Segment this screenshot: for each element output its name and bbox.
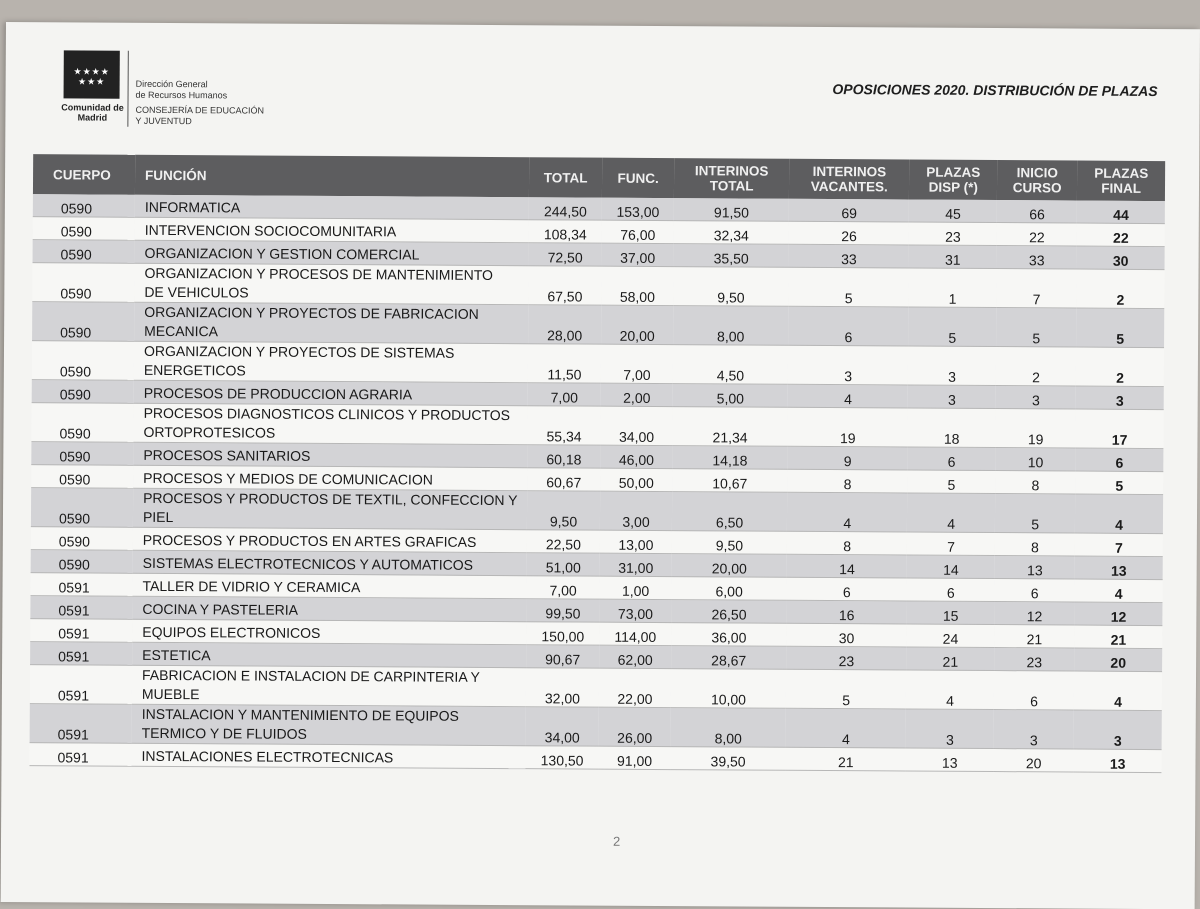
cell-interinos-total: 36,00 (671, 623, 786, 647)
cell-plazas-final: 13 (1075, 556, 1163, 580)
cell-total: 99,50 (526, 599, 599, 622)
cell-funcion (132, 665, 526, 706)
cell-inicio-curso: 19 (995, 409, 1075, 448)
funcion-line-1: INSTALACION Y MANTENIMIENTO DE EQUIPOS (141, 705, 459, 724)
cell-plazas-final: 7 (1075, 533, 1163, 557)
cell-plazas-final: 3 (1074, 710, 1162, 750)
cell-plazas-final: 12 (1075, 602, 1163, 626)
cell-interinos-total: 20,00 (672, 554, 787, 578)
cell-funcion (132, 704, 526, 745)
cell-plazas-final: 5 (1076, 308, 1164, 348)
cell-inicio-curso: 20 (994, 749, 1074, 772)
cell-cuerpo: 0590 (31, 442, 133, 466)
table-row (31, 488, 1163, 534)
cell-plazas-disp: 31 (909, 245, 997, 269)
plazas-table (29, 154, 1165, 773)
table-row (30, 704, 1162, 750)
cell-inicio-curso: 13 (995, 556, 1075, 579)
cell-cuerpo: 0590 (32, 263, 134, 303)
cell-funcion (133, 403, 527, 444)
cell-func: 50,00 (600, 468, 672, 491)
cell-total: 60,67 (527, 468, 600, 491)
cell-funcion (134, 380, 528, 405)
cell-total: 244,50 (529, 197, 602, 220)
cell-cuerpo: 0590 (31, 403, 133, 443)
funcion-line-2: DE VEHICULOS (144, 283, 249, 301)
cell-funcion (133, 488, 527, 529)
table-body (29, 194, 1164, 772)
logo-divider (127, 51, 128, 127)
cell-total: 32,00 (526, 668, 599, 707)
cell-interinos-vacantes: 8 (787, 531, 907, 555)
cell-funcion (132, 596, 526, 621)
funcion-line-1: SISTEMAS ELECTROTECNICOS Y AUTOMATICOS (142, 554, 474, 573)
cell-interinos-vacantes: 26 (789, 221, 909, 245)
funcion-line-2: PIEL (142, 508, 174, 526)
cell-func: 31,00 (600, 553, 672, 576)
cell-total: 72,50 (529, 243, 602, 266)
col-inicio-curso (997, 160, 1077, 200)
funcion-line-1: COCINA Y PASTELERIA (142, 600, 299, 618)
cell-interinos-vacantes: 8 (787, 469, 907, 493)
funcion-line-1: ORGANIZACION Y GESTION COMERCIAL (144, 244, 420, 263)
cell-plazas-disp: 3 (908, 346, 996, 386)
cell-func: 76,00 (602, 220, 674, 243)
table-row (30, 665, 1162, 711)
cell-cuerpo: 0590 (32, 341, 134, 381)
cell-interinos-total: 14,18 (672, 446, 787, 470)
col-interinos-total-l1: INTERINOS (694, 163, 769, 179)
col-plazas-disp-l2: DISP (*) (928, 179, 978, 195)
cell-total: 108,34 (529, 220, 602, 243)
cell-inicio-curso: 5 (996, 308, 1076, 347)
cell-funcion (135, 217, 529, 242)
cell-func: 153,00 (602, 198, 674, 221)
table-row (32, 263, 1164, 309)
cell-plazas-final: 20 (1074, 648, 1162, 672)
funcion-line-1: ORGANIZACION Y PROYECTOS DE SISTEMAS (143, 342, 455, 361)
consejeria-line-2: Y JUVENTUD (135, 115, 192, 127)
cell-interinos-vacantes: 3 (788, 345, 908, 385)
cell-inicio-curso: 33 (997, 246, 1077, 269)
cell-funcion (133, 527, 527, 552)
cell-plazas-disp: 18 (908, 408, 996, 448)
funcion-line-1: TALLER DE VIDRIO Y CERAMICA (142, 577, 361, 596)
cell-interinos-total: 26,50 (671, 600, 786, 624)
cell-cuerpo: 0591 (30, 619, 132, 643)
dept-line-2: de Recursos Humanos (135, 89, 228, 101)
cell-total: 51,00 (527, 553, 600, 576)
funcion-line-2: ORTOPROTESICOS (143, 423, 276, 441)
cell-plazas-final: 17 (1076, 409, 1164, 449)
funcion-line-1: ORGANIZACION Y PROYECTOS DE FABRICACION (144, 303, 479, 322)
cell-interinos-vacantes: 69 (789, 199, 909, 222)
col-cuerpo: CUERPO (33, 154, 135, 195)
cell-cuerpo: 0590 (31, 488, 133, 528)
funcion-line-1: ESTETICA (142, 646, 211, 664)
consejeria (135, 105, 264, 128)
col-interinos-vacantes (789, 159, 909, 200)
cell-plazas-disp: 6 (908, 447, 996, 471)
cell-funcion (133, 465, 527, 490)
cell-interinos-vacantes: 33 (789, 244, 909, 268)
cell-interinos-vacantes: 19 (788, 407, 908, 447)
cell-plazas-disp: 13 (906, 748, 994, 772)
cell-funcion (133, 442, 527, 467)
cell-inicio-curso: 23 (994, 648, 1074, 671)
cell-plazas-final: 13 (1074, 749, 1162, 773)
cell-total: 7,00 (526, 576, 599, 599)
cell-total: 9,50 (527, 491, 600, 530)
cell-plazas-disp: 14 (907, 555, 995, 579)
cell-interinos-total: 5,00 (673, 384, 788, 408)
col-total: TOTAL (529, 157, 602, 197)
funcion-line-2: MECANICA (144, 322, 219, 340)
cell-inicio-curso: 7 (996, 269, 1076, 308)
cell-cuerpo: 0591 (29, 743, 131, 767)
col-interinos-vacantes-l2: VACANTES. (810, 178, 888, 195)
cell-funcion (132, 573, 526, 598)
cell-plazas-disp: 23 (909, 222, 997, 246)
cell-func: 13,00 (600, 530, 672, 553)
cell-total: 11,50 (528, 344, 601, 383)
cell-total: 22,50 (527, 530, 600, 553)
funcion-line-1: FABRICACION E INSTALACION DE CARPINTERIA Y (141, 666, 480, 685)
logo-org-name: Comunidad de Madrid (61, 102, 124, 123)
direccion-general (136, 79, 228, 102)
cell-plazas-final: 5 (1075, 471, 1163, 495)
cell-plazas-disp: 5 (908, 307, 996, 347)
cell-plazas-final: 6 (1076, 448, 1164, 472)
cell-cuerpo: 0590 (33, 217, 135, 241)
cell-cuerpo: 0591 (30, 596, 132, 620)
cell-func: 26,00 (599, 707, 671, 746)
cell-interinos-total: 9,50 (672, 531, 787, 555)
cell-cuerpo: 0590 (33, 194, 135, 217)
dept-line-1: Dirección General (135, 78, 208, 90)
cell-plazas-final: 4 (1075, 579, 1163, 603)
page-number: 2 (612, 833, 621, 849)
col-plazas-disp (909, 160, 997, 201)
cell-inicio-curso: 12 (994, 602, 1074, 625)
cell-interinos-total: 6,00 (671, 577, 786, 601)
cell-plazas-final: 4 (1075, 494, 1163, 534)
funcion-line-2: TERMICO Y DE FLUIDOS (141, 724, 307, 742)
cell-funcion (132, 619, 526, 644)
cell-interinos-total: 91,50 (674, 198, 789, 221)
cell-plazas-final: 30 (1077, 246, 1165, 270)
cell-func: 62,00 (599, 645, 671, 668)
funcion-line-1: INSTALACIONES ELECTROTECNICAS (141, 747, 394, 766)
cell-inicio-curso: 66 (997, 200, 1077, 223)
cell-inicio-curso: 2 (996, 347, 1076, 386)
col-interinos-total-l2: TOTAL (709, 178, 754, 194)
table-header (33, 154, 1165, 201)
col-inicio-curso-l2: CURSO (1012, 180, 1062, 196)
cell-interinos-vacantes: 23 (786, 646, 906, 670)
cell-total: 55,34 (527, 406, 600, 445)
funcion-line-2: ENERGETICOS (143, 361, 246, 379)
funcion-line-1: INTERVENCION SOCIOCOMUNITARIA (144, 221, 397, 240)
cell-funcion (134, 302, 528, 343)
cell-funcion (134, 341, 528, 382)
funcion-line-2: MUEBLE (141, 685, 200, 703)
cell-interinos-total: 9,50 (673, 267, 788, 307)
cell-plazas-disp: 4 (906, 670, 994, 710)
cell-interinos-total: 10,67 (672, 469, 787, 493)
funcion-line-1: PROCESOS Y PRODUCTOS DE TEXTIL, CONFECCION Y (143, 489, 518, 509)
cell-inicio-curso: 5 (995, 494, 1075, 533)
cell-total: 28,00 (528, 305, 601, 344)
cell-plazas-disp: 45 (909, 200, 997, 223)
cell-interinos-vacantes: 16 (787, 600, 907, 624)
cell-cuerpo: 0591 (30, 573, 132, 597)
col-interinos-total (674, 158, 789, 199)
funcion-line-1: EQUIPOS ELECTRONICOS (142, 623, 321, 641)
cell-func: 73,00 (600, 599, 672, 622)
cell-func: 34,00 (601, 406, 673, 445)
cell-interinos-vacantes: 9 (788, 446, 908, 470)
cell-total: 60,18 (527, 445, 600, 468)
cell-plazas-disp: 15 (907, 601, 995, 625)
cell-plazas-final: 22 (1077, 223, 1165, 247)
cell-interinos-vacantes: 6 (788, 306, 908, 346)
cell-interinos-total: 4,50 (673, 345, 788, 385)
cell-interinos-total: 10,00 (671, 669, 786, 709)
col-inicio-curso-l1: INICIO (1016, 165, 1058, 181)
funcion-line-1: PROCESOS Y MEDIOS DE COMUNICACION (143, 469, 433, 488)
funcion-line-1: PROCESOS Y PRODUCTOS EN ARTES GRAFICAS (142, 531, 477, 550)
cell-func: 91,00 (599, 746, 671, 769)
cell-inicio-curso: 8 (995, 471, 1075, 494)
cell-plazas-disp: 7 (907, 532, 995, 556)
cell-funcion (135, 240, 529, 265)
cell-total: 150,00 (526, 622, 599, 645)
cell-cuerpo: 0590 (31, 465, 133, 489)
col-funcion: FUNCIÓN (135, 155, 529, 197)
col-interinos-vacantes-l1: INTERINOS (812, 163, 887, 180)
cell-total: 7,00 (528, 383, 601, 406)
cell-plazas-final: 2 (1077, 269, 1165, 309)
funcion-line-1: ORGANIZACION Y PROCESOS DE MANTENIMIENTO (144, 264, 494, 283)
document-page (1, 22, 1200, 909)
cell-plazas-disp: 5 (908, 470, 996, 494)
cell-func: 46,00 (600, 445, 672, 468)
comunidad-madrid-logo (64, 50, 120, 98)
cell-funcion (135, 195, 529, 220)
cell-func: 58,00 (601, 266, 673, 305)
cell-inicio-curso: 6 (994, 671, 1074, 710)
cell-func: 1,00 (600, 576, 672, 599)
cell-interinos-total: 35,50 (674, 244, 789, 268)
cell-funcion (132, 642, 526, 667)
cell-interinos-vacantes: 4 (786, 708, 906, 748)
cell-interinos-vacantes: 5 (786, 669, 906, 709)
cell-interinos-total: 8,00 (671, 708, 786, 748)
stars-icon: ★★★★ ★★★ (73, 66, 110, 87)
cell-interinos-total: 21,34 (672, 407, 787, 447)
cell-func: 114,00 (599, 622, 671, 645)
cell-interinos-vacantes: 4 (787, 492, 907, 532)
funcion-line-1: PROCESOS DE PRODUCCION AGRARIA (143, 384, 413, 403)
cell-inicio-curso: 10 (995, 448, 1075, 471)
col-plazas-final-l2: FINAL (1101, 180, 1142, 196)
table-row (32, 302, 1164, 348)
cell-plazas-disp: 3 (908, 385, 996, 409)
cell-cuerpo: 0590 (32, 380, 134, 404)
consejeria-line-1: CONSEJERÍA DE EDUCACIÓN (135, 104, 265, 116)
cell-inicio-curso: 3 (994, 710, 1074, 749)
cell-plazas-disp: 6 (907, 578, 995, 602)
table-row (31, 403, 1163, 449)
cell-interinos-total: 28,67 (671, 646, 786, 670)
cell-inicio-curso: 3 (996, 386, 1076, 409)
col-plazas-final (1077, 161, 1165, 202)
cell-func: 3,00 (600, 491, 672, 530)
col-plazas-final-l1: PLAZAS (1094, 165, 1149, 181)
funcion-line-1: INFORMATICA (144, 198, 241, 216)
cell-total: 90,67 (526, 645, 599, 668)
cell-cuerpo: 0591 (30, 704, 132, 744)
cell-plazas-disp: 4 (907, 493, 995, 533)
cell-plazas-disp: 1 (909, 268, 997, 308)
cell-plazas-final: 3 (1076, 386, 1164, 410)
cell-inicio-curso: 22 (997, 223, 1077, 246)
cell-cuerpo: 0591 (30, 665, 132, 705)
document-title: OPOSICIONES 2020. DISTRIBUCIÓN DE PLAZAS (832, 81, 1158, 100)
cell-interinos-total: 39,50 (670, 747, 785, 771)
cell-interinos-total: 8,00 (673, 306, 788, 346)
cell-funcion (133, 550, 527, 575)
cell-plazas-final: 4 (1074, 671, 1162, 711)
cell-interinos-vacantes: 14 (787, 554, 907, 578)
funcion-line-1: PROCESOS DIAGNOSTICOS CLINICOS Y PRODUCTOS (143, 404, 511, 424)
cell-interinos-vacantes: 21 (786, 747, 906, 771)
cell-inicio-curso: 8 (995, 533, 1075, 556)
cell-cuerpo: 0590 (33, 240, 135, 264)
cell-plazas-final: 21 (1075, 625, 1163, 649)
cell-plazas-disp: 24 (907, 624, 995, 648)
cell-total: 34,00 (526, 707, 599, 746)
col-func: FUNC. (602, 158, 674, 198)
cell-cuerpo: 0591 (30, 642, 132, 666)
cell-funcion (131, 743, 525, 768)
cell-func: 7,00 (601, 344, 673, 383)
cell-interinos-vacantes: 30 (786, 623, 906, 647)
cell-func: 22,00 (599, 668, 671, 707)
cell-interinos-vacantes: 4 (788, 384, 908, 408)
cell-func: 2,00 (601, 383, 673, 406)
cell-cuerpo: 0590 (32, 302, 134, 342)
cell-interinos-total: 32,34 (674, 221, 789, 245)
cell-funcion (134, 263, 528, 304)
cell-inicio-curso: 21 (994, 625, 1074, 648)
cell-cuerpo: 0590 (31, 527, 133, 551)
cell-inicio-curso: 6 (995, 579, 1075, 602)
cell-cuerpo: 0590 (31, 550, 133, 574)
cell-func: 37,00 (602, 243, 674, 266)
cell-plazas-final: 44 (1077, 201, 1165, 224)
cell-plazas-disp: 21 (906, 647, 994, 671)
cell-interinos-total: 6,50 (672, 492, 787, 532)
cell-total: 130,50 (525, 746, 598, 769)
funcion-line-1: PROCESOS SANITARIOS (143, 446, 311, 464)
cell-func: 20,00 (601, 305, 673, 344)
col-plazas-disp-l1: PLAZAS (926, 164, 981, 180)
cell-interinos-vacantes: 5 (789, 267, 909, 307)
cell-total: 67,50 (528, 266, 601, 305)
cell-plazas-disp: 3 (906, 709, 994, 749)
table-row (32, 341, 1164, 387)
cell-interinos-vacantes: 6 (787, 577, 907, 601)
cell-plazas-final: 2 (1076, 347, 1164, 387)
